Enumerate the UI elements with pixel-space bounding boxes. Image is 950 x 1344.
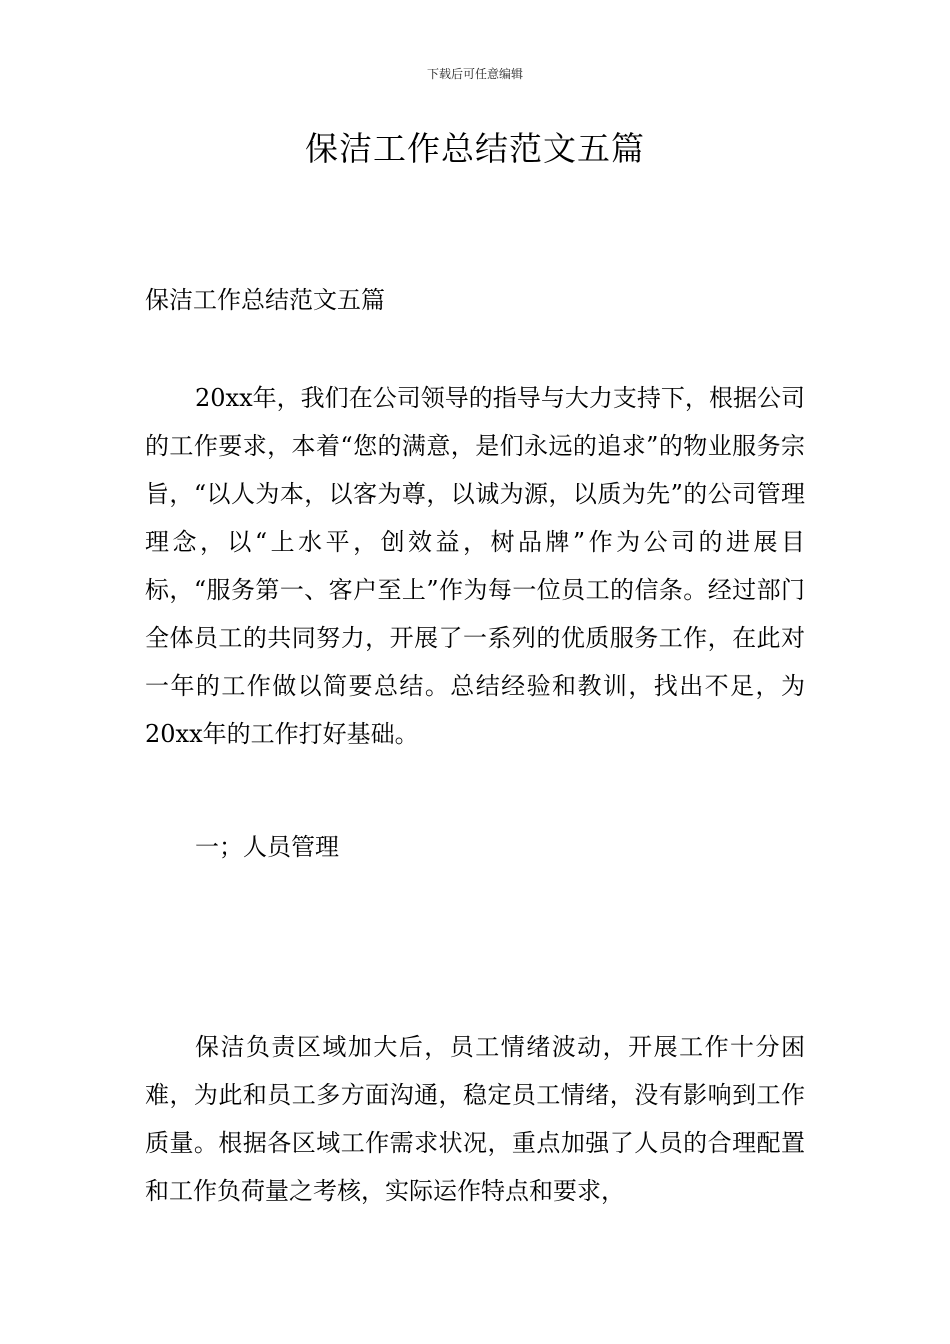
document-title: 保洁工作总结范文五篇 bbox=[305, 129, 645, 168]
header-note: 下载后可任意编辑 bbox=[426, 67, 523, 81]
document-subtitle: 保洁工作总结范文五篇 bbox=[145, 286, 385, 314]
section-heading-personnel: 一；人员管理 bbox=[195, 833, 339, 861]
paragraph-intro: 20xx年，我们在公司领导的指导与大力支持下，根据公司的工作要求，本着“您的满意，是们永远的追求”的物业服务宗旨，“以人为本，以客为尊，以诚为源，以质为先”的公司管理理念，以“上水平，创效益，树品牌”作为公司的进展目标，“服务第一、客户至上”作为每一位员工的信条。经过部门全体员工的共同努力，开展了一系列的优质服务工作，在此对一年的工作做以简要总结。总结经验和教训，找出不足，为20xx年的工作打好基础。 bbox=[145, 384, 805, 748]
paragraph-personnel: 保洁负责区域加大后，员工情绪波动，开展工作十分困难，为此和员工多方面沟通，稳定员工情绪，没有影响到工作质量。根据各区域工作需求状况，重点加强了人员的合理配置和工作负荷量之考核，实际运作特点和要求， bbox=[145, 1033, 805, 1205]
